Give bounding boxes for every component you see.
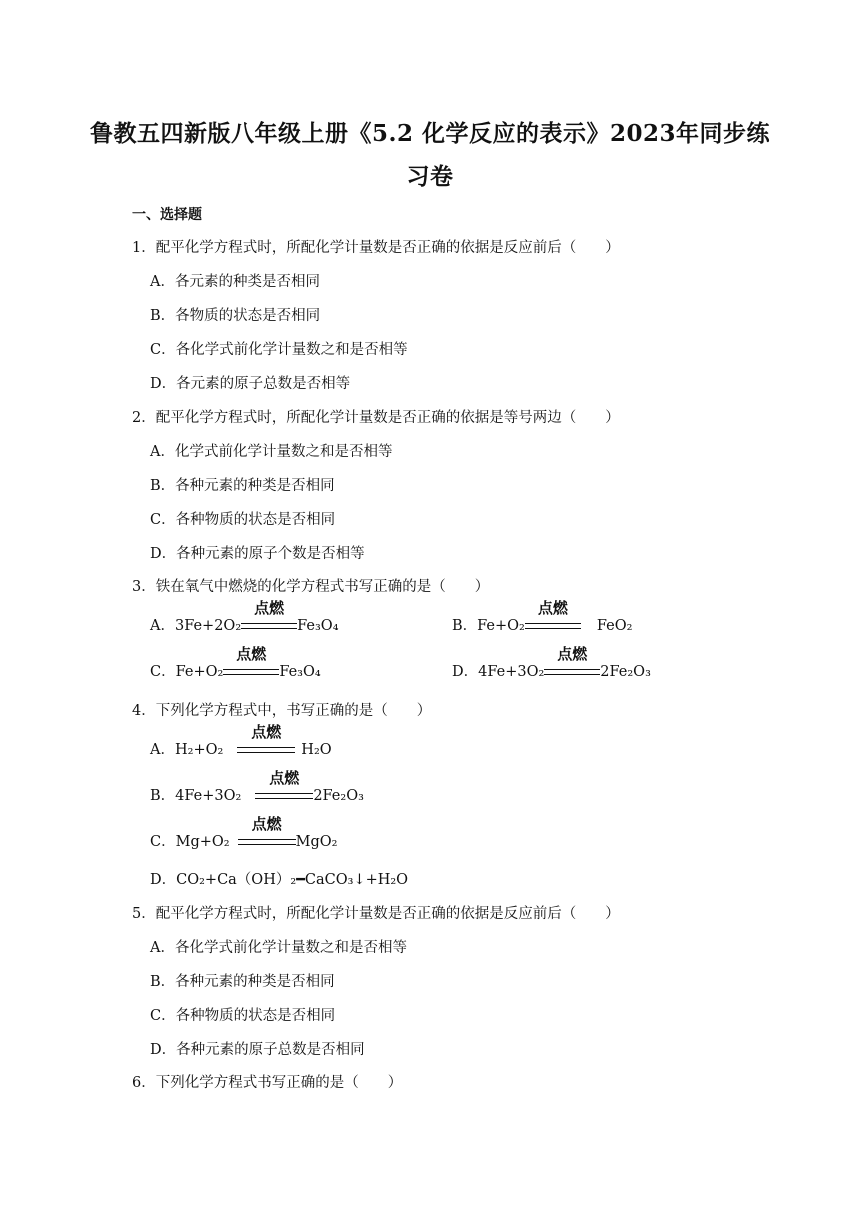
equation-left: 4Fe+3O₂ [478, 664, 545, 680]
condition-label: 点燃 [254, 599, 285, 617]
equation-left: Fe+O₂ [477, 618, 525, 634]
reaction-condition [237, 723, 295, 758]
equation-right: Fe₃O₄ [297, 618, 339, 634]
reaction-condition [238, 815, 296, 850]
condition-label: 点燃 [557, 645, 588, 663]
equals-sign [255, 793, 313, 799]
equation-right: MgO₂ [295, 834, 338, 850]
question-4-option-d: D．CO₂+Ca（OH）₂━CaCO₃↓+H₂O [150, 872, 409, 888]
equation-right: FeO₂ [596, 618, 633, 634]
option-label: B． [150, 788, 176, 804]
equals-sign [238, 839, 296, 845]
option-label: D． [452, 664, 479, 680]
equation-left: 3Fe+2O₂ [174, 618, 242, 634]
equals-sign [525, 623, 581, 629]
reaction-condition [544, 645, 600, 680]
question-1-option-d: D．各元素的原子总数是否相等 [150, 376, 351, 392]
reaction-condition [525, 599, 581, 634]
equation-right: H₂O [301, 742, 332, 758]
equals-sign [223, 669, 279, 675]
page-title-line1: 鲁教五四新版八年级上册《5.2 化学反应的表示》2023年同步练 [89, 120, 771, 147]
question-5-option-a: A．各化学式前化学计量数之和是否相等 [150, 940, 407, 956]
question-1-option-b: B．各物质的状态是否相同 [150, 308, 321, 324]
option-label: C． [150, 834, 176, 850]
question-3-stem: 3．铁在氧气中燃烧的化学方程式书写正确的是（ ） [132, 579, 490, 595]
question-5-option-c: C．各种物质的状态是否相同 [150, 1008, 336, 1024]
question-4-option-a [150, 723, 332, 759]
question-1-stem: 1．配平化学方程式时，所配化学计量数是否正确的依据是反应前后（ ） [132, 240, 620, 256]
equation-right: 2Fe₂O₃ [600, 664, 651, 680]
question-5-stem: 5．配平化学方程式时，所配化学计量数是否正确的依据是反应前后（ ） [132, 906, 620, 922]
option-label: A． [150, 742, 175, 758]
question-3-option-c [150, 645, 321, 681]
question-1-option-c: C．各化学式前化学计量数之和是否相等 [150, 342, 408, 358]
option-label: C． [150, 664, 176, 680]
question-3-option-b [452, 599, 633, 635]
equation-right: 2Fe₂O₃ [313, 788, 364, 804]
question-2-option-c: C．各种物质的状态是否相同 [150, 512, 336, 528]
option-label: A． [150, 618, 175, 634]
equation-left: Fe+O₂ [175, 664, 224, 680]
page-title-line2: 习卷 [406, 163, 454, 190]
equals-sign [544, 669, 600, 675]
condition-label: 点燃 [269, 769, 300, 787]
condition-label: 点燃 [236, 645, 267, 663]
question-3-option-d [452, 645, 651, 681]
question-2-option-a: A．化学式前化学计量数之和是否相等 [150, 444, 393, 460]
equation-left: H₂+O₂ [174, 742, 224, 758]
section-heading: 一、选择题 [132, 207, 202, 223]
option-label: B． [452, 618, 478, 634]
condition-label: 点燃 [251, 723, 282, 741]
question-5-option-b: B．各种元素的种类是否相同 [150, 974, 335, 990]
question-4-stem: 4．下列化学方程式中，书写正确的是（ ） [132, 703, 432, 719]
question-2-stem: 2．配平化学方程式时，所配化学计量数是否正确的依据是等号两边（ ） [132, 410, 620, 426]
condition-label: 点燃 [537, 599, 568, 617]
equals-sign [237, 747, 295, 753]
reaction-condition [241, 599, 297, 634]
reaction-condition [255, 769, 313, 804]
question-6-stem: 6．下列化学方程式书写正确的是（ ） [132, 1075, 403, 1091]
question-1-option-a: A．各元素的种类是否相同 [150, 274, 320, 290]
equals-sign [241, 623, 297, 629]
question-4-option-c [150, 815, 338, 851]
question-2-option-d: D．各种元素的原子个数是否相等 [150, 546, 365, 562]
question-3-option-a [150, 599, 339, 635]
question-2-option-b: B．各种元素的种类是否相同 [150, 478, 335, 494]
reaction-condition [223, 645, 279, 680]
equation-left: 4Fe+3O₂ [175, 788, 242, 804]
equation-left: Mg+O₂ [175, 834, 230, 850]
question-4-option-b [150, 769, 364, 805]
question-5-option-d: D．各种元素的原子总数是否相同 [150, 1042, 365, 1058]
equation-right: Fe₃O₄ [279, 664, 321, 680]
condition-label: 点燃 [251, 815, 282, 833]
